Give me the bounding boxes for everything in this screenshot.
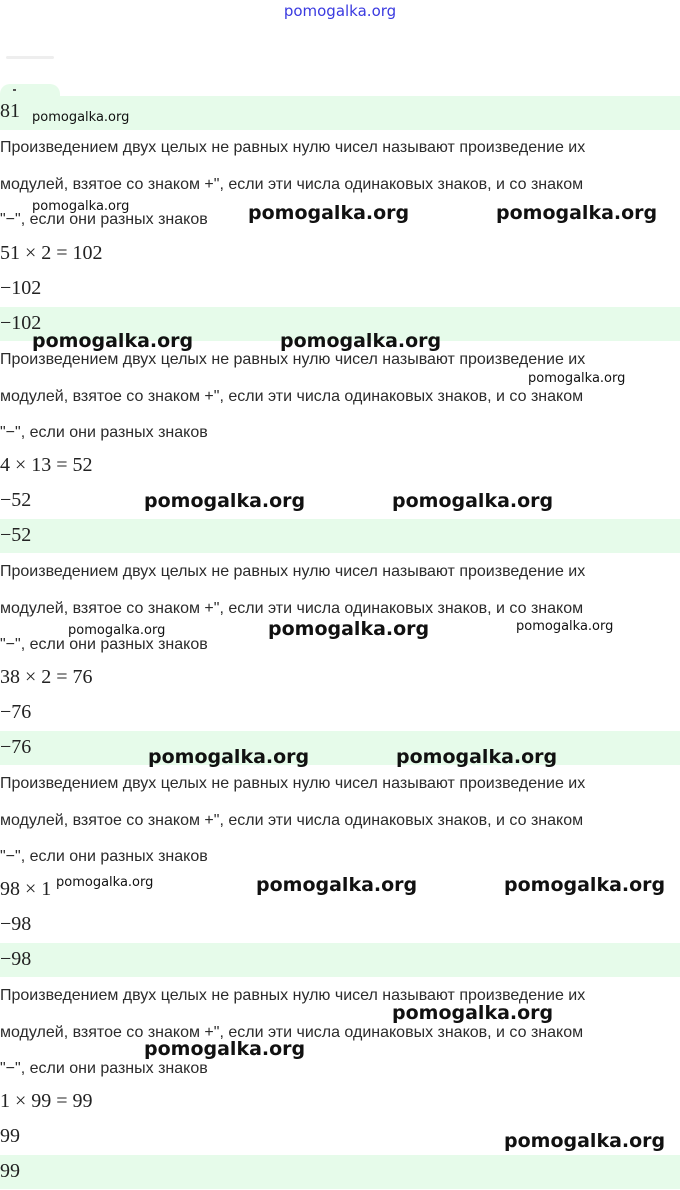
answer-band <box>0 943 680 977</box>
rule-line-2: модулей, взятое со знаком +", если эти числа одинаковых знаков, и со знаком <box>0 388 584 405</box>
watermark: pomogalka.org <box>32 330 194 352</box>
watermark: pomogalka.org <box>392 1002 554 1024</box>
rule-line-1: Произведением двух целых не равных нулю чисел называют произведение их <box>0 775 586 792</box>
product-expression: 98 × 1 <box>0 878 52 900</box>
watermark: pomogalka.org <box>528 371 626 386</box>
rule-line-3: "−", если они разных знаков <box>0 211 208 228</box>
answer-value: −102 <box>0 312 42 334</box>
rule-line-3: "−", если они разных знаков <box>0 424 208 441</box>
watermark: pomogalka.org <box>280 330 442 352</box>
task-number: 81 <box>0 100 20 122</box>
watermark: pomogalka.org <box>496 202 658 224</box>
rule-line-2: модулей, взятое со знаком +", если эти числа одинаковых знаков, и со знаком <box>0 600 584 617</box>
watermark: pomogalka.org <box>396 746 558 768</box>
rule-line-2: модулей, взятое со знаком +", если эти числа одинаковых знаков, и со знаком <box>0 812 584 829</box>
divider <box>6 56 54 59</box>
product-expression: 38 × 2 = 76 <box>0 666 93 688</box>
watermark: pomogalka.org <box>392 490 554 512</box>
rule-line-3: "−", если они разных знаков <box>0 848 208 865</box>
watermark: pomogalka.org <box>144 1038 306 1060</box>
rule-line-1: Произведением двух целых не равных нулю чисел называют произведение их <box>0 563 586 580</box>
watermark: pomogalka.org <box>56 875 154 890</box>
watermark: pomogalka.org <box>148 746 310 768</box>
product-expression: 1 × 99 = 99 <box>0 1090 93 1112</box>
rule-line-1: Произведением двух целых не равных нулю чисел называют произведение их <box>0 139 586 156</box>
answer-value: 99 <box>0 1160 20 1182</box>
signed-result: −102 <box>0 277 42 299</box>
answer-band <box>0 519 680 553</box>
answer-value: −52 <box>0 524 32 546</box>
watermark: pomogalka.org <box>68 623 166 638</box>
answer-value: −98 <box>0 948 32 970</box>
watermark: pomogalka.org <box>144 490 306 512</box>
tab-mark <box>13 89 16 91</box>
signed-result: −98 <box>0 913 32 935</box>
watermark: pomogalka.org <box>516 619 614 634</box>
rule-line-2: модулей, взятое со знаком +", если эти числа одинаковых знаков, и со знаком <box>0 1024 584 1041</box>
product-expression: 51 × 2 = 102 <box>0 242 103 264</box>
watermark: pomogalka.org <box>32 199 130 214</box>
signed-result: −76 <box>0 701 32 723</box>
signed-result: −52 <box>0 489 32 511</box>
watermark: pomogalka.org <box>256 874 418 896</box>
rule-line-2: модулей, взятое со знаком +", если эти числа одинаковых знаков, и со знаком <box>0 176 584 193</box>
watermark: pomogalka.org <box>504 1130 666 1152</box>
answer-value: −76 <box>0 736 32 758</box>
watermark: pomogalka.org <box>248 202 410 224</box>
rule-line-1: Произведением двух целых не равных нулю чисел называют произведение их <box>0 987 586 1004</box>
product-expression: 4 × 13 = 52 <box>0 454 93 476</box>
answer-band <box>0 1155 680 1189</box>
rule-line-1: Произведением двух целых не равных нулю чисел называют произведение их <box>0 351 586 368</box>
rule-line-3: "−", если они разных знаков <box>0 636 208 653</box>
answer-band <box>0 731 680 765</box>
watermark: pomogalka.org <box>268 618 430 640</box>
site-title[interactable]: pomogalka.org <box>283 2 397 20</box>
signed-result: 99 <box>0 1125 20 1147</box>
watermark: pomogalka.org <box>504 874 666 896</box>
watermark: pomogalka.org <box>32 110 130 125</box>
rule-line-3: "−", если они разных знаков <box>0 1060 208 1077</box>
